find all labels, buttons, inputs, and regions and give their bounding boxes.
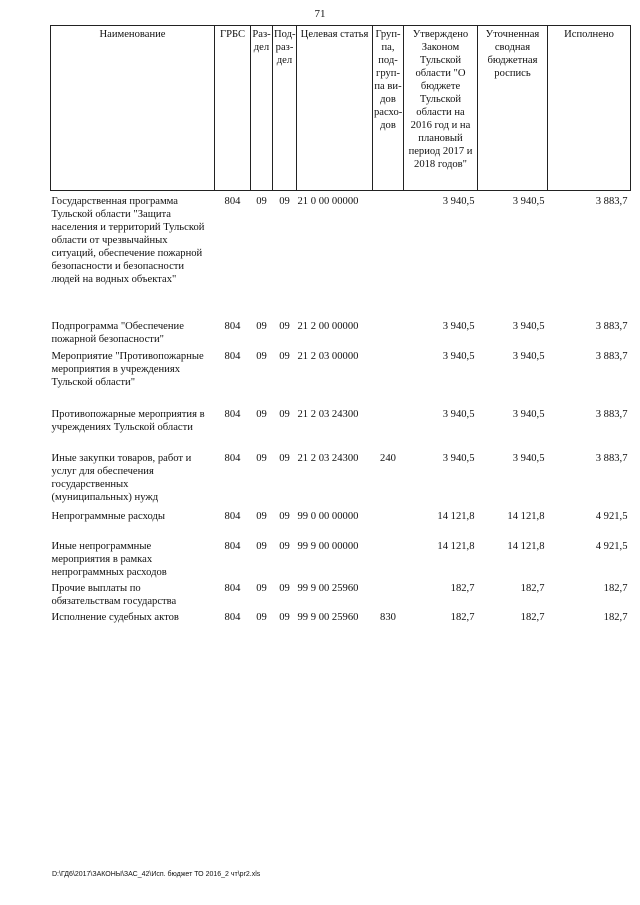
row-podrazdel: 09	[279, 540, 290, 552]
table-row	[51, 510, 631, 540]
row-executed: 182,7	[603, 611, 628, 623]
row-group	[373, 582, 404, 611]
page-number: 71	[314, 8, 326, 20]
row-grbs: 804	[224, 540, 241, 552]
table-row	[51, 582, 631, 611]
row-podrazdel: 09	[279, 196, 290, 207]
row-executed: 182,7	[603, 582, 628, 594]
row-name: Государственная программа Тульской области "Защита населения и территорий Тульской области от чрезвычайных ситуаций, обеспечение пожарной безопасности и безопасности людей на водных объектах"	[51, 196, 205, 285]
row-target: 21 2 03 24300	[297, 408, 359, 420]
row-razdel: 09	[256, 510, 267, 522]
row-group: 830	[380, 611, 396, 623]
header-grbs: ГРБС	[215, 26, 251, 191]
row-refined: 3 940,5	[512, 408, 545, 420]
row-name: Иные непрограммные мероприятия в рамках непрограммных расходов	[51, 540, 167, 578]
row-target: 99 9 00 25960	[297, 582, 359, 594]
budget-table	[50, 25, 631, 631]
row-target: 99 0 00 00000	[297, 510, 359, 522]
row-refined: 3 940,5	[512, 350, 545, 362]
header-podrazdel: Под-раз-дел	[273, 26, 297, 191]
row-target: 21 0 00 00000	[297, 196, 359, 207]
row-approved: 3 940,5	[442, 350, 475, 362]
header-approved: Утверждено Законом Тульской области "О бюджете Тульской области на 2016 год и на плановый период 2017 и 2018 годов"	[404, 26, 478, 191]
row-approved: 3 940,5	[442, 196, 475, 207]
row-razdel: 09	[256, 582, 267, 594]
row-group	[373, 540, 404, 582]
row-razdel: 09	[256, 452, 267, 464]
row-razdel: 09	[256, 611, 267, 623]
row-group	[373, 191, 404, 320]
row-grbs: 804	[224, 582, 241, 594]
row-refined: 182,7	[520, 582, 545, 594]
row-refined: 3 940,5	[512, 320, 545, 332]
row-executed: 3 883,7	[595, 408, 628, 420]
row-executed: 4 921,5	[595, 510, 628, 522]
row-target: 21 2 03 00000	[297, 350, 359, 362]
header-refined: Уточненная сводная бюджетная роспись	[478, 26, 548, 191]
row-group	[373, 320, 404, 350]
row-grbs: 804	[224, 320, 241, 332]
table-row	[51, 350, 631, 408]
row-approved: 3 940,5	[442, 452, 475, 464]
row-target: 99 9 00 00000	[297, 540, 359, 552]
header-name: Наименование	[51, 26, 215, 191]
file-path-footer: D:\ГД6\2017\ЗАКОНЫ\ЗАС_42\Исп. бюджет ТО 2016_2 чт\pr2.xls	[52, 871, 261, 878]
row-podrazdel: 09	[279, 611, 290, 623]
table-row	[51, 611, 631, 631]
row-razdel: 09	[256, 350, 267, 362]
row-approved: 182,7	[450, 611, 475, 623]
header-row	[51, 26, 631, 191]
row-executed: 4 921,5	[595, 540, 628, 552]
table-row	[51, 540, 631, 582]
row-group: 240	[380, 452, 396, 464]
row-razdel: 09	[256, 320, 267, 332]
row-grbs: 804	[224, 350, 241, 362]
row-refined: 14 121,8	[507, 510, 545, 522]
row-refined: 3 940,5	[512, 452, 545, 464]
row-approved: 3 940,5	[442, 320, 475, 332]
row-razdel: 09	[256, 196, 267, 207]
header-target: Целевая статья	[297, 26, 373, 191]
row-executed: 3 883,7	[595, 350, 628, 362]
row-name: Прочие выплаты по обязательствам государства	[51, 582, 177, 607]
table-row	[51, 320, 631, 350]
row-name: Исполнение судебных актов	[51, 611, 179, 623]
header-group: Груп-па, под-груп-па ви-дов расхо-дов	[373, 26, 404, 191]
row-executed: 3 883,7	[595, 320, 628, 332]
row-group	[373, 350, 404, 408]
row-podrazdel: 09	[279, 452, 290, 464]
row-grbs: 804	[224, 611, 241, 623]
row-podrazdel: 09	[279, 408, 290, 420]
row-approved: 14 121,8	[437, 510, 475, 522]
row-name: Мероприятие "Противопожарные мероприятия в учреждениях Тульской области"	[51, 350, 204, 388]
row-refined: 14 121,8	[507, 540, 545, 552]
table-row	[51, 408, 631, 452]
row-refined: 3 940,5	[512, 196, 545, 207]
row-razdel: 09	[256, 408, 267, 420]
row-podrazdel: 09	[279, 320, 290, 332]
row-target: 99 9 00 25960	[297, 611, 359, 623]
row-name: Непрограммные расходы	[51, 510, 165, 522]
row-target: 21 2 00 00000	[297, 320, 359, 332]
row-grbs: 804	[224, 408, 241, 420]
row-approved: 3 940,5	[442, 408, 475, 420]
row-podrazdel: 09	[279, 510, 290, 522]
row-grbs: 804	[224, 452, 241, 464]
row-refined: 182,7	[520, 611, 545, 623]
row-name: Иные закупки товаров, работ и услуг для обеспечения государственных (муниципальных) нужд	[51, 452, 192, 503]
row-executed: 3 883,7	[595, 452, 628, 464]
row-approved: 182,7	[450, 582, 475, 594]
row-grbs: 804	[224, 196, 241, 207]
row-group	[373, 510, 404, 540]
row-razdel: 09	[256, 540, 267, 552]
row-name: Подпрограмма "Обеспечение пожарной безопасности"	[51, 320, 184, 345]
header-razdel: Раз-дел	[251, 26, 273, 191]
header-executed: Исполнено	[548, 26, 631, 191]
table-row	[51, 452, 631, 510]
row-executed: 3 883,7	[595, 196, 628, 207]
row-target: 21 2 03 24300	[297, 452, 359, 464]
row-approved: 14 121,8	[437, 540, 475, 552]
row-grbs: 804	[224, 510, 241, 522]
row-podrazdel: 09	[279, 582, 290, 594]
row-name: Противопожарные мероприятия в учреждениях Тульской области	[51, 408, 205, 433]
row-group	[373, 408, 404, 452]
table-row	[51, 191, 631, 320]
row-podrazdel: 09	[279, 350, 290, 362]
